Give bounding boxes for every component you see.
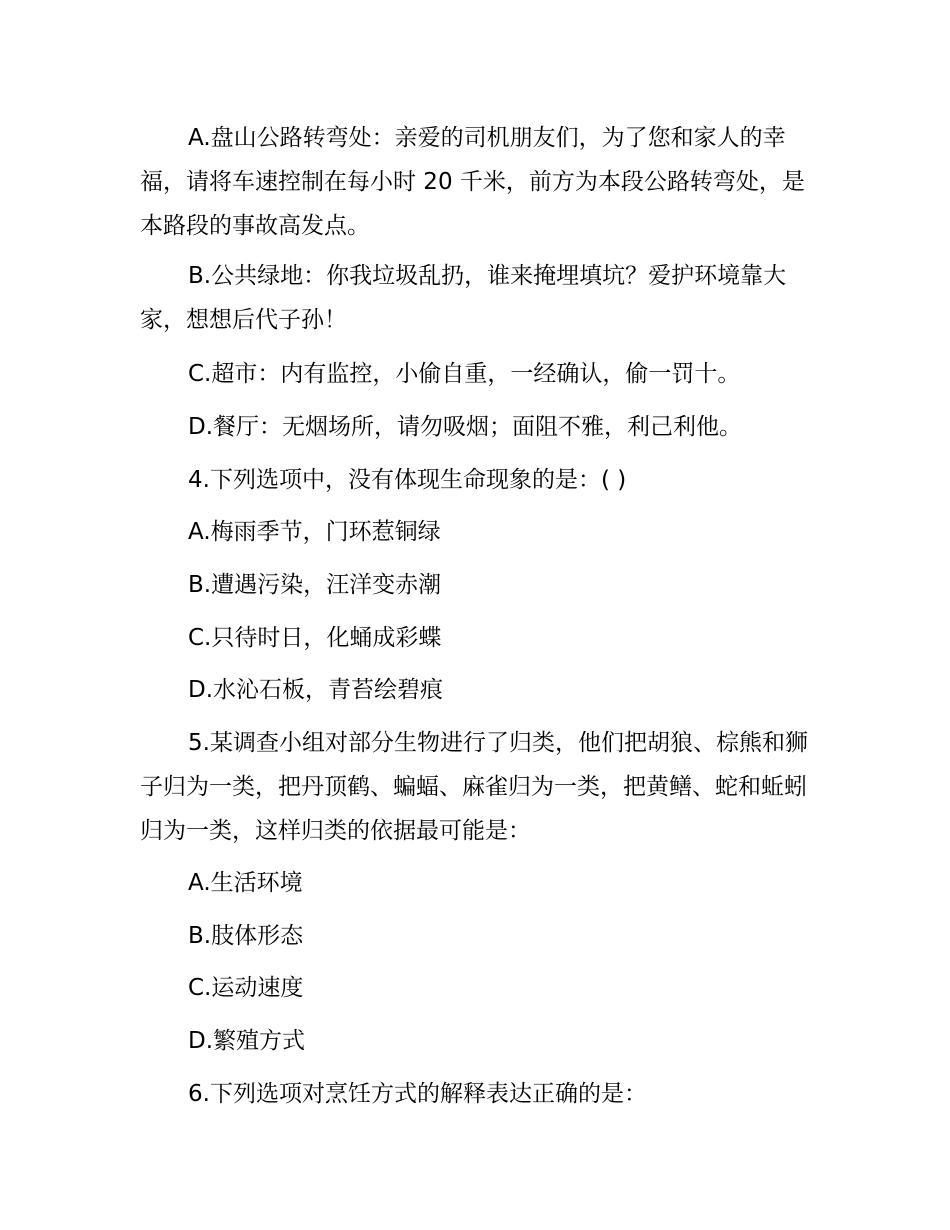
question-4-stem: 4.下列选项中，没有体现生命现象的是：( ) <box>188 467 627 493</box>
question-3-option-d: D.餐厅：无烟场所，请勿吸烟；面阻不雅，利己利他。 <box>188 414 743 440</box>
question-5-stem: 5.某调查小组对部分生物进行了归类，他们把胡狼、棕熊和狮子归为一类，把丹顶鹤、蝙蝠、麻雀归为一类，把黄鳝、蛇和蚯蚓归为一类，这样归类的依据最可能是： <box>140 730 808 844</box>
question-4-option-c: C.只待时日，化蛹成彩蝶 <box>188 625 442 651</box>
question-3-option-c: C.超市：内有监控，小偷自重，一经确认，偷一罚十。 <box>188 361 741 387</box>
question-4-option-b: B.遭遇污染，汪洋变赤潮 <box>188 572 442 598</box>
question-3-option-a: A.盘山公路转弯处：亲爱的司机朋友们，为了您和家人的幸福，请将车速控制在每小时 20 千米，前方为本段公路转弯处，是本路段的事故高发点。 <box>140 125 805 239</box>
question-5-option-c: C.运动速度 <box>188 975 304 1001</box>
question-5-option-a: A.生活环境 <box>188 870 303 896</box>
question-5-option-d: D.繁殖方式 <box>188 1028 306 1054</box>
question-4-option-d: D.水沁石板，青苔绘碧痕 <box>188 677 444 703</box>
question-5-option-b: B.肢体形态 <box>188 923 304 949</box>
question-4-option-a: A.梅雨季节，门环惹铜绿 <box>188 519 441 545</box>
question-6-stem: 6.下列选项对烹饪方式的解释表达正确的是： <box>188 1081 647 1107</box>
question-3-option-b: B.公共绿地：你我垃圾乱扔，谁来掩埋填坑？爱护环境靠大家，想想后代子孙！ <box>140 263 787 333</box>
